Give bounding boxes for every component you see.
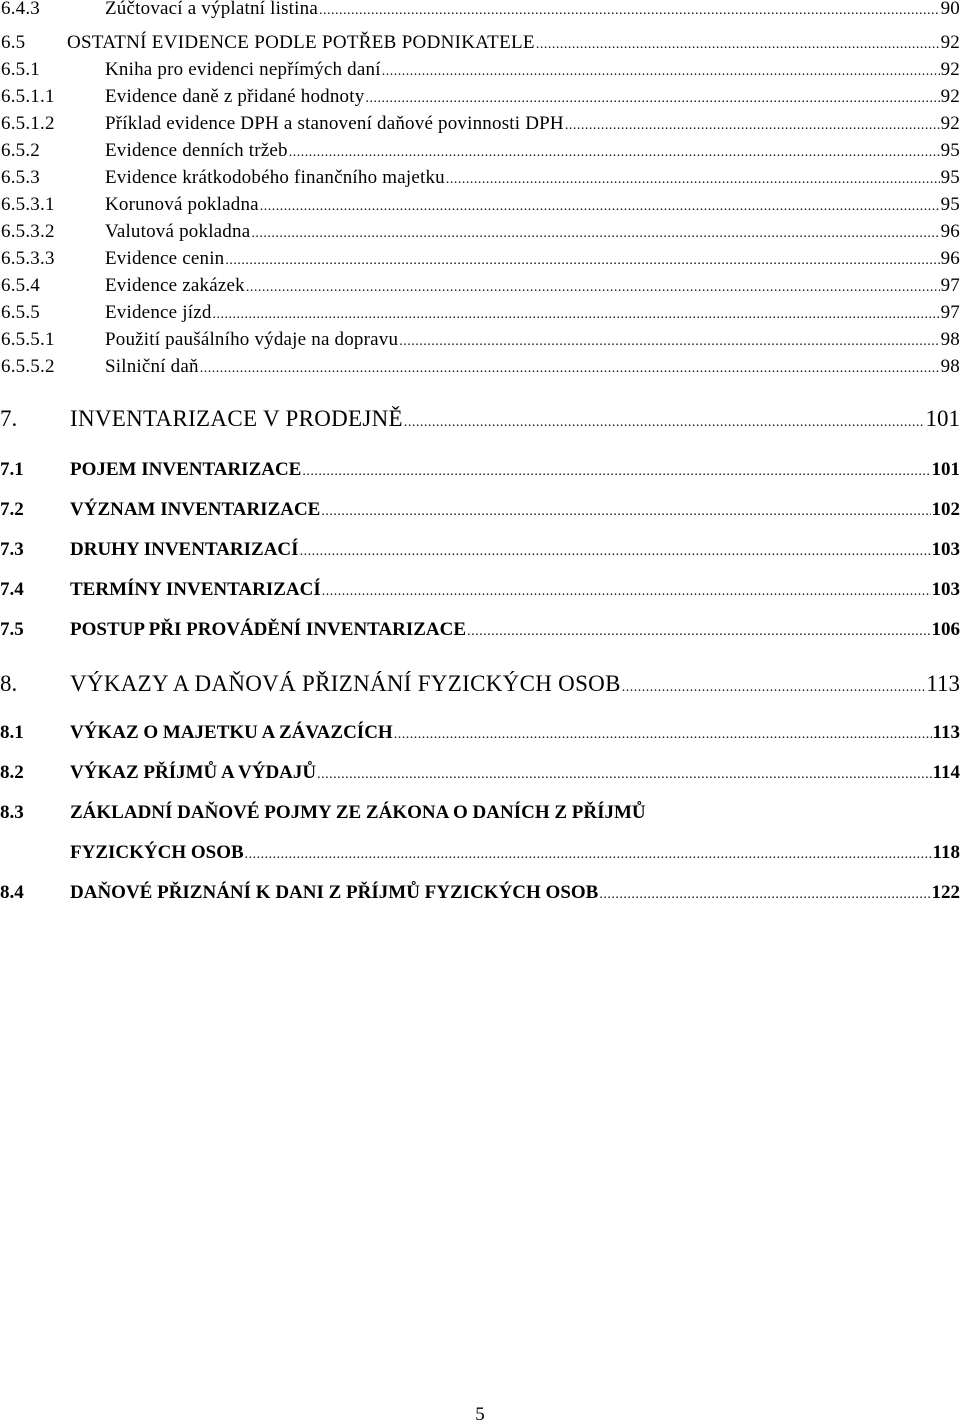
dot-leader: [246, 280, 940, 296]
toc-section-number: 8.1: [0, 722, 70, 744]
toc-entry-title: Evidence daně z přidané hodnoty: [105, 86, 364, 108]
toc-section-continuation[interactable]: [0, 842, 960, 874]
toc-entry-number: 6.5.3.2: [0, 221, 105, 243]
toc-section-page: 113: [933, 722, 960, 744]
toc-section[interactable]: [0, 619, 960, 651]
toc-section[interactable]: [0, 459, 960, 491]
toc-entry[interactable]: [0, 0, 960, 30]
dot-leader: [260, 199, 940, 215]
dot-leader: [365, 91, 939, 107]
dot-leader: [599, 887, 930, 903]
toc-section[interactable]: [0, 882, 960, 914]
toc-section-title: DRUHY INVENTARIZACÍ: [70, 539, 299, 561]
dot-leader: [245, 847, 932, 863]
toc-entry-title: Příklad evidence DPH a stanovení daňové povinnosti DPH: [105, 113, 564, 135]
toc-section-page: 103: [932, 539, 960, 561]
toc-section-page: 102: [932, 499, 960, 521]
toc-chapter-number: 8.: [0, 671, 70, 697]
toc-section-title: POJEM INVENTARIZACE: [70, 459, 301, 481]
toc-chapter[interactable]: [0, 406, 960, 438]
toc-chapter[interactable]: [0, 671, 960, 703]
toc-section-title: VÝKAZ O MAJETKU A ZÁVAZCÍCH: [70, 722, 393, 744]
dot-leader: [565, 118, 940, 134]
toc-entry-page: 92: [941, 59, 960, 81]
toc-entry-number: 6.5.3.3: [0, 248, 105, 270]
dot-leader: [225, 253, 939, 269]
toc-section[interactable]: [0, 579, 960, 611]
toc-chapter-title: VÝKAZY A DAŇOVÁ PŘIZNÁNÍ FYZICKÝCH OSOB: [70, 671, 621, 697]
toc-entry-title: Zúčtovací a výplatní listina: [105, 0, 318, 20]
toc-entry-page: 92: [941, 32, 960, 54]
toc-entry-number: 6.5.1.2: [0, 113, 105, 135]
dot-leader: [302, 464, 930, 480]
dot-leader: [200, 361, 940, 377]
toc-entry-number: 6.5.2: [0, 140, 105, 162]
dot-leader: [404, 415, 925, 431]
toc-entry-number: 6.5.5.2: [0, 356, 105, 378]
toc-entry-page: 96: [941, 248, 960, 270]
toc-entry-page: 95: [941, 140, 960, 162]
toc-section-page: 101: [932, 459, 960, 481]
toc-section-page: 114: [933, 762, 960, 784]
toc-entry-number: 6.4.3: [0, 0, 105, 20]
toc-section-title: ZÁKLADNÍ DAŇOVÉ POJMY ZE ZÁKONA O DANÍCH Z PŘÍJMŮ: [70, 802, 646, 824]
toc-entry-title: Korunová pokladna: [105, 194, 259, 216]
toc-entry-number: 6.5.5.1: [0, 329, 105, 351]
page-number: 5: [475, 1404, 485, 1426]
toc-entry-page: 95: [941, 167, 960, 189]
toc-section-title: TERMÍNY INVENTARIZACÍ: [70, 579, 321, 601]
toc-entry-page: 98: [941, 356, 960, 378]
toc-section-number: 7.5: [0, 619, 70, 641]
toc-section-number: 7.3: [0, 539, 70, 561]
toc-chapter-page: 101: [926, 406, 960, 432]
toc-chapter-number: 7.: [0, 406, 70, 432]
toc-entry-number: 6.5: [0, 32, 67, 54]
toc-entry-page: 92: [941, 86, 960, 108]
toc-entry-page: 92: [941, 113, 960, 135]
dot-leader: [536, 37, 940, 53]
toc-entry-page: 96: [941, 221, 960, 243]
dot-leader: [213, 307, 940, 323]
toc-section-number: 8.4: [0, 882, 70, 904]
dot-leader: [317, 767, 931, 783]
toc-section-number: 8.2: [0, 762, 70, 784]
toc-section-page: 118: [933, 842, 960, 864]
toc-chapter-page: 113: [926, 671, 960, 697]
toc-entry-number: 6.5.1: [0, 59, 105, 81]
toc-entry-number: 6.5.3.1: [0, 194, 105, 216]
dot-leader: [467, 624, 930, 640]
toc-section-title: VÝZNAM INVENTARIZACE: [70, 499, 320, 521]
toc-section-page: 106: [932, 619, 960, 641]
dot-leader: [446, 172, 940, 188]
toc-entry-title: OSTATNÍ EVIDENCE PODLE POTŘEB PODNIKATELE: [67, 32, 535, 54]
toc-entry-page: 98: [941, 329, 960, 351]
toc-section[interactable]: [0, 499, 960, 531]
dot-leader: [394, 727, 932, 743]
toc-section-title: VÝKAZ PŘÍJMŮ A VÝDAJŮ: [70, 762, 316, 784]
toc-entry-title: Evidence zakázek: [105, 275, 245, 297]
toc-section-number: 8.3: [0, 802, 70, 824]
toc-entry-title: Valutová pokladna: [105, 221, 250, 243]
dot-leader: [321, 504, 930, 520]
toc-section-title: POSTUP PŘI PROVÁDĚNÍ INVENTARIZACE: [70, 619, 466, 641]
toc-entry-number: 6.5.5: [0, 302, 105, 324]
toc-entry-page: 97: [941, 302, 960, 324]
toc-entry[interactable]: [0, 356, 960, 388]
toc-entry-page: 95: [941, 194, 960, 216]
toc-entry-page: 90: [941, 0, 960, 20]
dot-leader: [399, 334, 939, 350]
toc-section-title: FYZICKÝCH OSOB: [70, 842, 244, 864]
dot-leader: [251, 226, 939, 242]
toc-section[interactable]: [0, 722, 960, 754]
dot-leader: [319, 3, 940, 19]
toc-entry-title: Použití paušálního výdaje na dopravu: [105, 329, 398, 351]
toc-section-number: 7.4: [0, 579, 70, 601]
toc-entry-title: Evidence cenin: [105, 248, 224, 270]
toc-section-page: 103: [932, 579, 960, 601]
toc-entry-title: Evidence krátkodobého finančního majetku: [105, 167, 445, 189]
toc-entry-title: Evidence denních tržeb: [105, 140, 288, 162]
dot-leader: [622, 680, 926, 696]
dot-leader: [382, 64, 940, 80]
toc-section-number: 7.2: [0, 499, 70, 521]
dot-leader: [322, 584, 931, 600]
toc-entry-number: 6.5.3: [0, 167, 105, 189]
toc-entry-title: Silniční daň: [105, 356, 199, 378]
toc-entry-number: 6.5.1.1: [0, 86, 105, 108]
toc-entry-title: Evidence jízd: [105, 302, 212, 324]
toc-section-number: 7.1: [0, 459, 70, 481]
toc-section-page: 122: [932, 882, 960, 904]
toc-entry-number: 6.5.4: [0, 275, 105, 297]
toc-section-title: DAŇOVÉ PŘIZNÁNÍ K DANI Z PŘÍJMŮ FYZICKÝCH OSOB: [70, 882, 598, 904]
dot-leader: [289, 145, 940, 161]
dot-leader: [300, 544, 931, 560]
toc-entry-title: Kniha pro evidenci nepřímých daní: [105, 59, 381, 81]
toc-section[interactable]: [0, 539, 960, 571]
toc-entry-page: 97: [941, 275, 960, 297]
toc-section[interactable]: [0, 762, 960, 794]
toc-chapter-title: INVENTARIZACE V PRODEJNĚ: [70, 406, 403, 432]
toc-section[interactable]: [0, 802, 960, 834]
